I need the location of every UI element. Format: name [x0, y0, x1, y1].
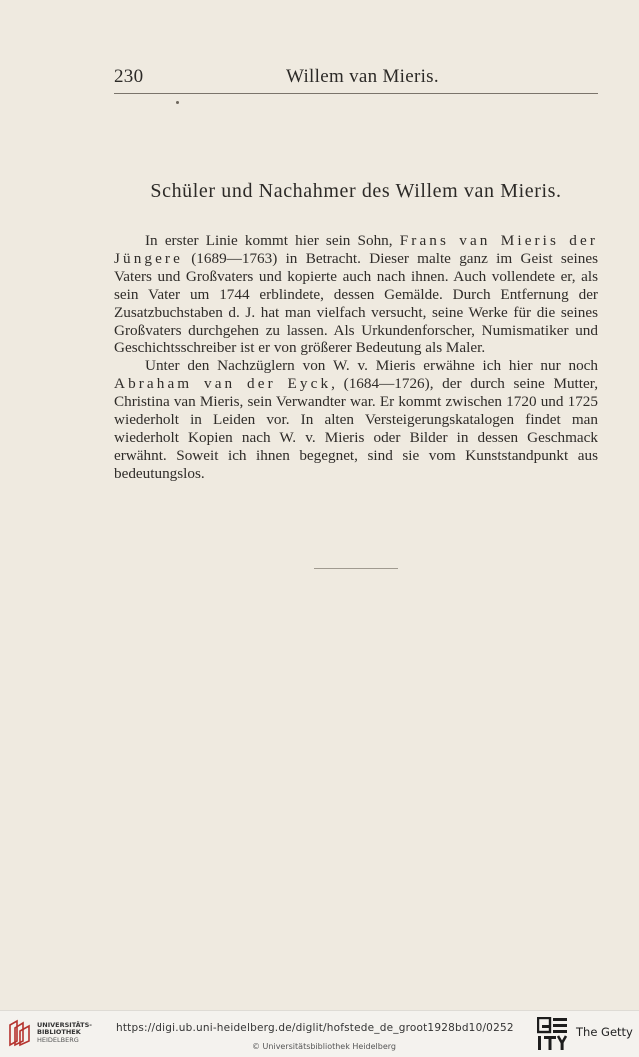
copyright-notice: © Universitätsbibliothek Heidelberg	[252, 1042, 397, 1051]
header-rule	[114, 93, 598, 94]
library-line: UNIVERSITÄTS-	[37, 1021, 92, 1029]
paragraph	[114, 232, 598, 357]
section-title: Schüler und Nachahmer des Willem van Mieris.	[150, 180, 562, 202]
heidelberg-ub-logo-icon[interactable]	[8, 1019, 32, 1047]
partner-name: The Getty	[576, 1025, 633, 1039]
page-number: 230	[114, 66, 144, 87]
spaced-name: Abraham van der Eyck	[114, 375, 332, 393]
ink-speck	[176, 101, 179, 104]
library-line: BIBLIOTHEK	[37, 1028, 81, 1037]
running-title: Willem van Mieris.	[286, 66, 439, 87]
library-line: HEIDELBERG	[37, 1035, 79, 1044]
getty-logo-icon[interactable]	[537, 1017, 569, 1051]
paragraph-rest: , (1684—1726), der durch seine Mutter, Christina van Mieris, sein Verwandter war. Er kommt zwischen 1720 und 1725 wiederholt in Leiden vor. In alten Versteigerungskatalogen findet man wiederholt Kopien nach W. v. Mieris oder Bilder in dessen Geschmack erwähnt. Soweit ich ihnen begegnet, sind sie vom Kunststandpunkt aus bedeutungslos.	[114, 375, 598, 482]
paragraph-lead: In erster Linie kommt hier sein Sohn,	[145, 232, 400, 249]
viewer-footer	[0, 1010, 639, 1057]
spaced-name: Frans van Mieris der Jüngere	[114, 232, 598, 267]
body-text	[114, 232, 598, 483]
paragraph-lead: Unter den Nachzüglern von W. v. Mieris erwähne ich hier nur noch	[145, 357, 598, 375]
paragraph	[114, 357, 598, 482]
permalink-url[interactable]: https://digi.ub.uni-heidelberg.de/diglit/hofstede_de_groot1928bd10/0252	[116, 1022, 514, 1034]
running-header	[114, 66, 598, 92]
section-end-rule	[314, 568, 398, 569]
library-name	[37, 1022, 92, 1044]
paragraph-rest: (1689—1763) in Betracht. Dieser malte ganz im Geist seines Vaters und Großvaters und kopierte auch nach ihnen. Auch vollendete er, als sein Vater um 1744 erblindete, dessen Gemälde. Durch Entfernung der Zusatzbuchstaben d. J. hat man vielfach versucht, seine Werke für die seines Großvaters durchgehen zu lassen. Als Urkundenforscher, Numismatiker und Geschichtsschreiber ist er von größerer Bedeutung als Maler.	[114, 249, 598, 357]
